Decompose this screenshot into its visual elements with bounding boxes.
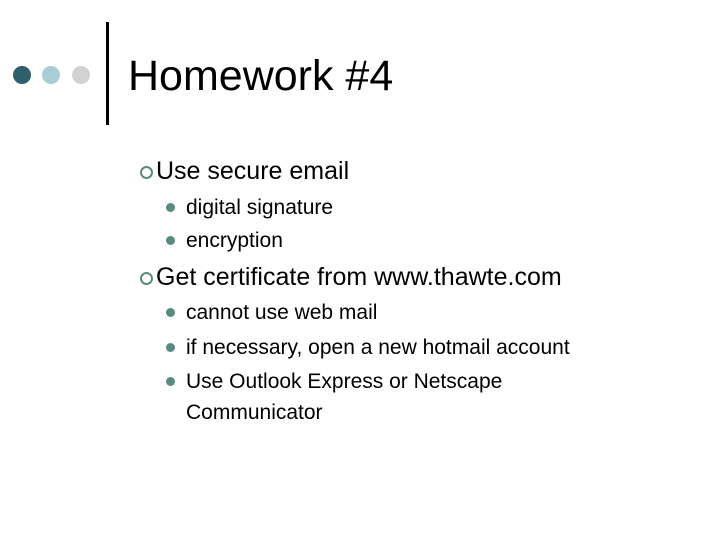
bullet-text: Use secure email [156, 157, 350, 185]
sub-bullet-text: if necessary, open a new hotmail account [186, 336, 570, 359]
hollow-circle-bullet-icon [140, 166, 153, 179]
slide-title: Homework #4 [128, 52, 394, 100]
bullet-text: Get certificate from www.thawte.com [156, 263, 562, 291]
decor-dot-light-teal [42, 66, 60, 84]
filled-circle-bullet-icon [166, 203, 175, 212]
hollow-circle-bullet-icon [140, 272, 153, 285]
filled-circle-bullet-icon [166, 236, 175, 245]
sub-bullet-text: encryption [186, 229, 283, 252]
filled-circle-bullet-icon [166, 343, 175, 352]
sub-bullet-text: cannot use web mail [186, 301, 378, 324]
title-divider [106, 22, 109, 125]
filled-circle-bullet-icon [166, 308, 175, 317]
decor-dot-dark [13, 66, 31, 84]
filled-circle-bullet-icon [166, 377, 175, 386]
sub-bullet-text: digital signature [186, 196, 334, 219]
decor-dot-grey [72, 66, 90, 84]
sub-bullet-text: Use Outlook Express or Netscape Communicator [186, 370, 503, 424]
